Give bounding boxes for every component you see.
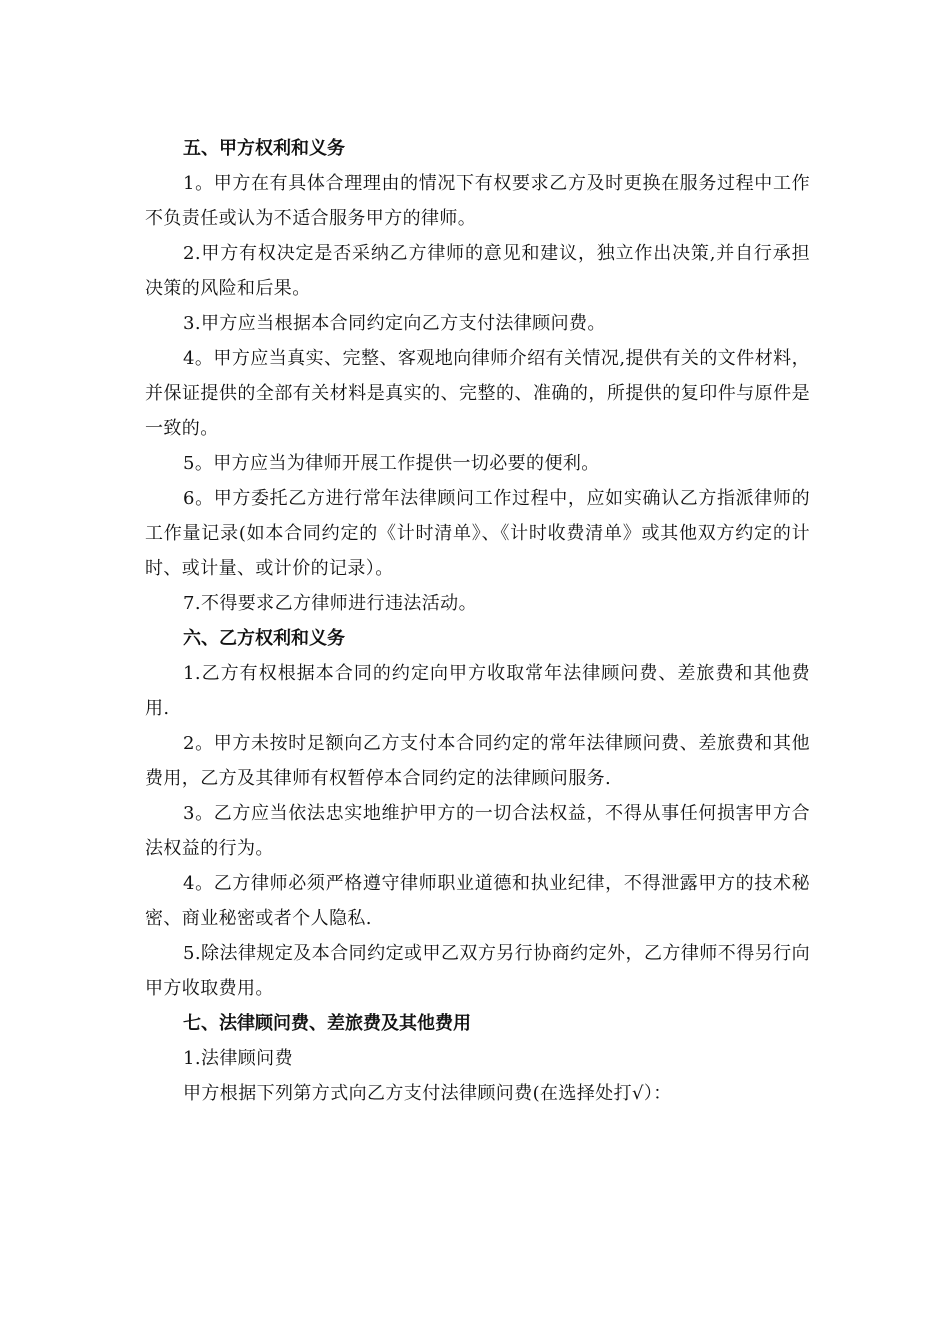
paragraph: 5.除法律规定及本合同约定或甲乙双方另行协商约定外，乙方律师不得另行向甲方收取费用。 — [145, 943, 810, 999]
paragraph: 甲方根据下列第方式向乙方支付法律顾问费(在选择处打√）： — [183, 1083, 672, 1104]
paragraph: 4。乙方律师必须严格遵守律师职业道德和执业纪律，不得泄露甲方的技术秘密、商业秘密或者个人隐私. — [145, 873, 810, 929]
paragraph: 1。甲方在有具体合理理由的情况下有权要求乙方及时更换在服务过程中工作不负责任或认为不适合服务甲方的律师。 — [145, 173, 810, 229]
paragraph: 2。甲方未按时足额向乙方支付本合同约定的常年法律顾问费、差旅费和其他费用，乙方及其律师有权暂停本合同约定的法律顾问服务. — [145, 733, 810, 789]
paragraph: 2.甲方有权决定是否采纳乙方律师的意见和建议，独立作出决策,并自行承担决策的风险和后果。 — [145, 243, 810, 299]
section-heading-fees: 七、法律顾问费、差旅费及其他费用 — [183, 1013, 471, 1034]
paragraph: 1.法律顾问费 — [183, 1048, 293, 1069]
paragraph: 7.不得要求乙方律师进行违法活动。 — [183, 593, 477, 614]
paragraph: 1.乙方有权根据本合同的约定向甲方收取常年法律顾问费、差旅费和其他费用. — [145, 663, 810, 719]
paragraph: 5。甲方应当为律师开展工作提供一切必要的便利。 — [183, 453, 600, 474]
paragraph: 3。乙方应当依法忠实地维护甲方的一切合法权益，不得从事任何损害甲方合法权益的行为。 — [145, 803, 810, 859]
document-body — [145, 131, 810, 1111]
paragraph: 6。甲方委托乙方进行常年法律顾问工作过程中，应如实确认乙方指派律师的工作量记录(如本合同约定的《计时清单》、《计时收费清单》或其他双方约定的计时、或计量、或计价的记录）。 — [145, 488, 810, 579]
paragraph: 3.甲方应当根据本合同约定向乙方支付法律顾问费。 — [183, 313, 606, 334]
paragraph: 4。甲方应当真实、完整、客观地向律师介绍有关情况,提供有关的文件材料，并保证提供的全部有关材料是真实的、完整的、准确的，所提供的复印件与原件是一致的。 — [145, 348, 810, 439]
section-heading-party-a: 五、甲方权利和义务 — [183, 138, 345, 159]
section-heading-party-b: 六、乙方权利和义务 — [183, 628, 345, 649]
